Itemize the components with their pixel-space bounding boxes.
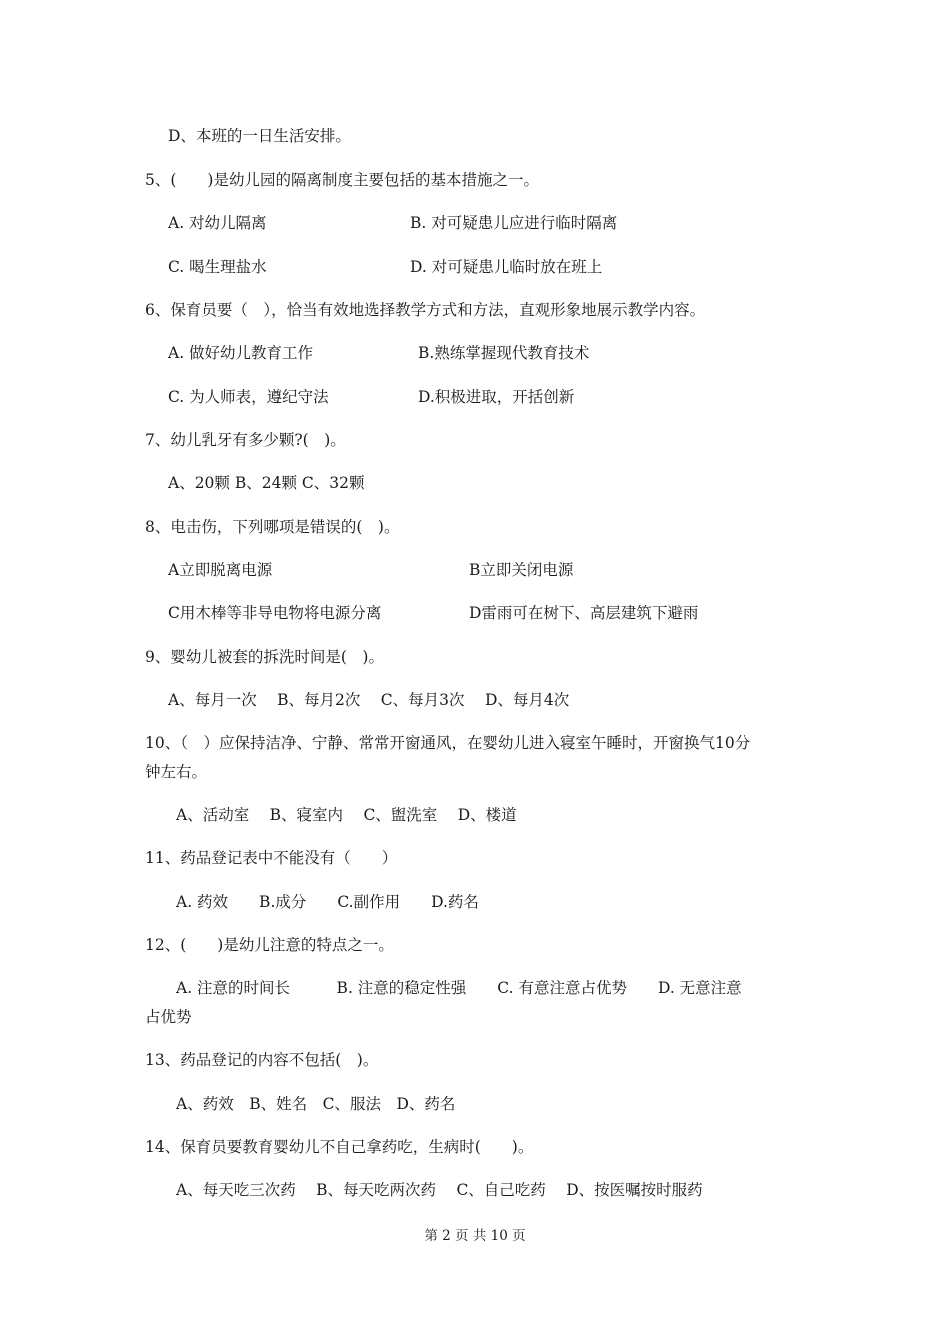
q12-options-line1: A. 注意的时间长 B. 注意的稳定性强 C. 有意注意占优势 D. 无意注意 <box>176 979 742 997</box>
q14-stem: 14、保育员要教育婴幼儿不自己拿药吃，生病时( )。 <box>145 1138 534 1156</box>
q8-option-d: D雷雨可在树下、高层建筑下避雨 <box>469 604 699 622</box>
q5-option-b: B. 对可疑患儿应进行临时隔离 <box>410 214 618 232</box>
q6-option-c: C. 为人师表，遵纪守法 <box>168 388 329 406</box>
q5-option-d: D. 对可疑患儿临时放在班上 <box>410 258 603 276</box>
q12-options-line2: 占优势 <box>145 1008 192 1026</box>
q11-stem: 11、药品登记表中不能没有（ ） <box>145 849 398 867</box>
q4-option-d: D、本班的一日生活安排。 <box>168 127 351 145</box>
page-number-footer: 第 2 页 共 10 页 <box>424 1228 526 1244</box>
q13-options: A、药效 B、姓名 C、服法 D、药名 <box>176 1095 456 1113</box>
q9-options: A、每月一次 B、每月2次 C、每月3次 D、每月4次 <box>168 691 570 709</box>
q10-stem-line2: 钟左右。 <box>145 763 208 781</box>
q10-options: A、活动室 B、寝室内 C、盥洗室 D、楼道 <box>176 806 517 824</box>
q5-option-a: A. 对幼儿隔离 <box>168 214 267 232</box>
q7-options: A、20颗 B、24颗 C、32颗 <box>168 474 365 492</box>
q6-option-b: B.熟练掌握现代教育技术 <box>418 344 590 362</box>
q8-option-c: C用木棒等非导电物将电源分离 <box>168 604 382 622</box>
q7-stem: 7、幼儿乳牙有多少颗?( )。 <box>145 431 346 449</box>
q13-stem: 13、药品登记的内容不包括( )。 <box>145 1051 379 1069</box>
q5-stem: 5、( )是幼儿园的隔离制度主要包括的基本措施之一。 <box>145 171 539 189</box>
q10-stem-line1: 10、（ ）应保持洁净、宁静、常常开窗通风，在婴幼儿进入寝室午睡时，开窗换气10分 <box>145 734 751 752</box>
q8-option-b: B立即关闭电源 <box>469 561 574 579</box>
q12-stem: 12、( )是幼儿注意的特点之一。 <box>145 936 394 954</box>
q9-stem: 9、婴幼儿被套的拆洗时间是( )。 <box>145 648 384 666</box>
q8-option-a: A立即脱离电源 <box>168 561 273 579</box>
q8-stem: 8、电击伤，下列哪项是错误的( )。 <box>145 518 400 536</box>
q14-options: A、每天吃三次药 B、每天吃两次药 C、自己吃药 D、按医嘱按时服药 <box>176 1181 703 1199</box>
q6-option-a: A. 做好幼儿教育工作 <box>168 344 314 362</box>
q5-option-c: C. 喝生理盐水 <box>168 258 267 276</box>
q6-stem: 6、保育员要（ ），恰当有效地选择教学方式和方法，直观形象地展示教学内容。 <box>145 301 706 319</box>
q6-option-d: D.积极进取，开括创新 <box>418 388 575 406</box>
q11-options: A. 药效 B.成分 C.副作用 D.药名 <box>176 893 479 911</box>
